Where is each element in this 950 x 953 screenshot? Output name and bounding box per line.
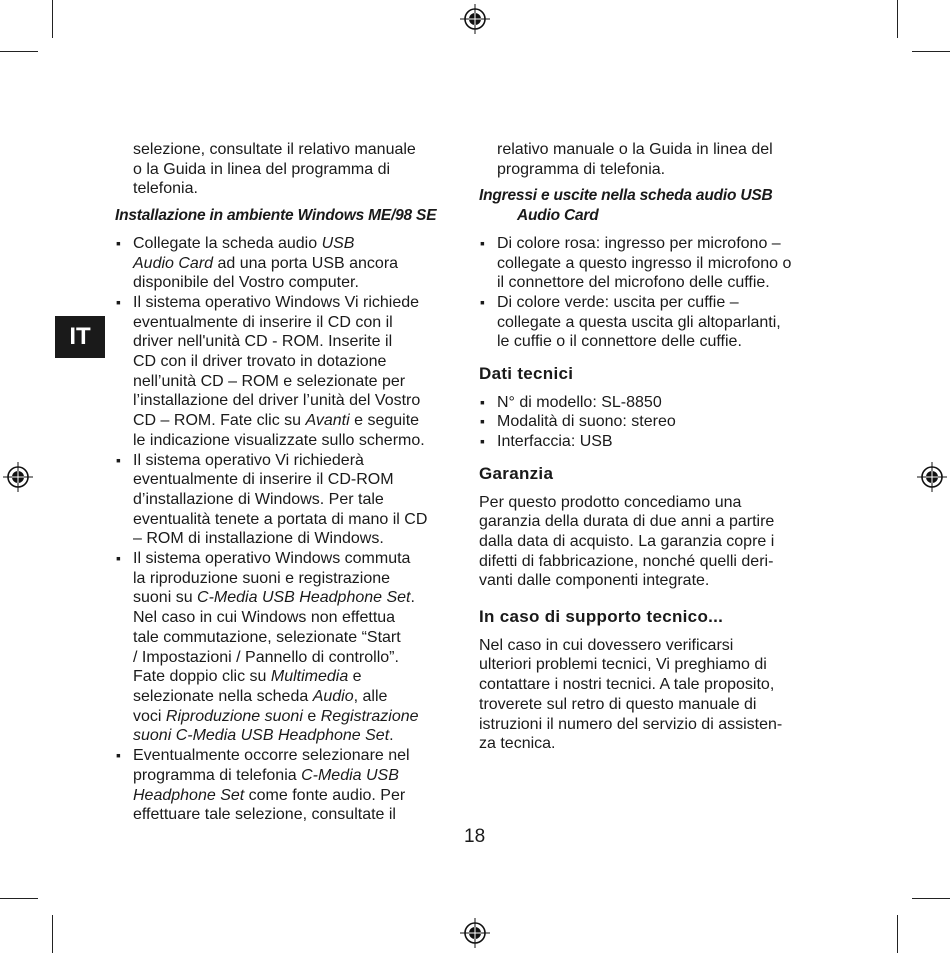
text-line <box>133 648 465 668</box>
crop-mark <box>0 898 38 899</box>
text-line: dalla data di acquisto. La garanzia copre i <box>479 532 775 550</box>
text-line: o la Guida in linea del programma di <box>133 160 391 178</box>
text-line <box>133 510 465 530</box>
italic-text: USB <box>321 234 355 252</box>
text-line: ▪ Di colore rosa: ingresso per microfono – <box>497 234 781 252</box>
text-run: , alle <box>353 687 388 705</box>
subheading-installation: Installazione in ambiente Windows ME/98 SE <box>115 207 437 225</box>
text-line <box>133 746 465 766</box>
italic-text: C-Media USB Headphone Set <box>197 589 411 607</box>
subheading-io <box>479 186 839 225</box>
text-run: Il sistema operativo Windows commuta <box>133 550 411 568</box>
crop-mark <box>897 915 898 953</box>
italic-text: Avanti <box>305 412 350 430</box>
specs-list <box>479 393 839 452</box>
text-line <box>133 470 465 490</box>
text-run: Fate doppio clic su <box>133 668 271 686</box>
text-line: selezione, consultate il relativo manuale <box>133 141 416 158</box>
text-line: il connettore del microfono delle cuffie. <box>497 274 770 292</box>
text-line: troverete sul retro di questo manuale di <box>479 695 757 713</box>
crop-mark <box>912 898 950 899</box>
text-run: disponibile del Vostro computer. <box>133 274 359 292</box>
text-line: programma di telefonia. <box>497 160 666 178</box>
text-run: d’installazione di Windows. Per tale <box>133 490 384 508</box>
text-line: difetti di fabbricazione, nonché quelli deri- <box>479 552 774 570</box>
crop-mark <box>912 51 950 52</box>
text-line: ulteriori problemi tecnici, Vi preghiamo di <box>479 656 767 674</box>
text-line <box>133 766 465 786</box>
text-line <box>133 707 465 727</box>
list-item: ▪ Interfaccia: USB <box>479 432 839 452</box>
text-run: CD con il driver trovato in dotazione <box>133 353 387 371</box>
text-line: garanzia della durata di due anni a partire <box>479 513 775 531</box>
italic-text: Audio Card <box>133 254 214 272</box>
warranty-text <box>479 493 839 592</box>
text-line <box>133 569 465 589</box>
text-line <box>133 293 465 313</box>
text-line <box>133 313 465 333</box>
list-item <box>115 451 465 550</box>
heading-support: In caso di supporto tecnico... <box>479 607 724 627</box>
text-line <box>133 431 465 451</box>
registration-mark-icon <box>460 4 490 34</box>
text-run: l’installazione del driver l’unità del Vostro <box>133 392 421 410</box>
text-line: collegate a questo ingresso il microfono o <box>497 254 792 272</box>
text-run: Il sistema operativo Vi richiederà <box>133 451 364 469</box>
text-line: Per questo prodotto concediamo una <box>479 493 742 511</box>
text-line <box>133 529 465 549</box>
text-line <box>133 628 465 648</box>
text-line <box>133 332 465 352</box>
heading-warranty: Garanzia <box>479 463 554 483</box>
crop-mark <box>897 0 898 38</box>
text-run: come fonte audio. Per <box>244 786 406 804</box>
text-line: le cuffie o il connettore delle cuffie. <box>497 333 742 351</box>
text-run: . <box>410 589 415 607</box>
text-run: voci <box>133 707 166 725</box>
io-bullets <box>479 234 839 352</box>
text-line: Nel caso in cui dovessero verificarsi <box>479 636 734 654</box>
list-item: ▪ N° di modello: SL-8850 <box>479 393 839 413</box>
subheading-line: Ingressi e uscite nella scheda audio USB <box>479 187 773 205</box>
heading-specs: Dati tecnici <box>479 364 574 384</box>
language-tab: IT <box>55 316 105 358</box>
left-column <box>115 140 465 825</box>
installation-bullets <box>115 234 465 825</box>
text-line <box>133 391 465 411</box>
text-line <box>133 667 465 687</box>
text-line <box>133 372 465 392</box>
text-line: za tecnica. <box>479 735 556 753</box>
text-run: Collegate la scheda audio <box>133 234 322 252</box>
text-line <box>133 726 465 746</box>
text-run: Nel caso in cui Windows non effettua <box>133 609 396 627</box>
text-run: nell’unità CD – ROM e selezionate per <box>133 372 406 390</box>
text-run: selezionate nella scheda <box>133 687 313 705</box>
text-run: la riproduzione suoni e registrazione <box>133 569 391 587</box>
italic-text: Riproduzione suoni <box>165 707 303 725</box>
list-item: ▪ Modalità di suono: stereo <box>479 412 839 432</box>
text-line <box>133 588 465 608</box>
text-run: e <box>302 707 321 725</box>
crop-mark <box>0 51 38 52</box>
text-line <box>133 234 465 254</box>
text-run: e <box>348 668 362 686</box>
left-intro <box>115 140 465 199</box>
text-run: effettuare tale selezione, consultate il <box>133 806 396 824</box>
text-run: eventualmente di inserire il CD con il <box>133 313 393 331</box>
support-text <box>479 636 839 754</box>
text-run: Il sistema operativo Windows Vi richiede <box>133 293 420 311</box>
text-line <box>133 411 465 431</box>
italic-text: C-Media USB <box>301 766 399 784</box>
text-line: relativo manuale o la Guida in linea del <box>497 141 773 158</box>
text-line <box>133 687 465 707</box>
text-run: e seguite <box>349 412 420 430</box>
italic-text: Audio <box>312 687 354 705</box>
italic-text: Registrazione <box>320 707 419 725</box>
text-line: collegate a questa uscita gli altoparlanti, <box>497 313 781 331</box>
registration-mark-icon <box>3 462 33 492</box>
text-line <box>133 254 465 274</box>
registration-mark-icon <box>917 462 947 492</box>
right-intro <box>479 140 839 179</box>
text-run: Eventualmente occorre selezionare nel <box>133 747 410 765</box>
subheading-line: Audio Card <box>517 207 599 225</box>
italic-text: Headphone Set <box>133 786 245 804</box>
list-item <box>479 293 839 352</box>
text-line: vanti dalle componenti integrate. <box>479 572 710 590</box>
text-run: suoni su <box>133 589 198 607</box>
text-run: eventualmente di inserire il CD-ROM <box>133 471 394 489</box>
registration-mark-icon <box>460 918 490 948</box>
text-line <box>133 786 465 806</box>
text-line <box>133 451 465 471</box>
list-item <box>115 549 465 746</box>
list-item <box>479 234 839 293</box>
text-line <box>133 608 465 628</box>
text-run: – ROM di installazione di Windows. <box>133 530 384 548</box>
text-line <box>133 273 465 293</box>
text-run: eventualità tenete a portata di mano il CD <box>133 510 428 528</box>
text-line <box>133 352 465 372</box>
text-line <box>133 805 465 825</box>
text-run: . <box>389 727 394 745</box>
list-item <box>115 234 465 293</box>
crop-mark <box>52 915 53 953</box>
italic-text: Multimedia <box>270 668 349 686</box>
text-line <box>133 490 465 510</box>
page-number: 18 <box>464 826 486 847</box>
text-run: le indicazione visualizzate sullo schermo. <box>133 431 425 449</box>
text-run: / Impostazioni / Pannello di controllo”. <box>133 648 399 666</box>
text-line <box>133 549 465 569</box>
text-run: programma di telefonia <box>133 766 302 784</box>
text-run: CD – ROM. Fate clic su <box>133 412 306 430</box>
text-run: driver nell'unità CD - ROM. Inserite il <box>133 333 393 351</box>
text-line: istruzioni il numero del servizio di assisten- <box>479 715 783 733</box>
text-run: tale commutazione, selezionate “Start <box>133 628 401 646</box>
text-line: ▪ Di colore verde: uscita per cuffie – <box>497 293 739 311</box>
list-item <box>115 293 465 451</box>
italic-text: suoni C-Media USB Headphone Set <box>133 727 390 745</box>
right-column <box>479 140 839 754</box>
list-item <box>115 746 465 825</box>
text-run: ad una porta USB ancora <box>213 254 399 272</box>
crop-mark <box>52 0 53 38</box>
text-line: contattare i nostri tecnici. A tale proposito, <box>479 676 775 694</box>
text-line: telefonia. <box>133 180 198 198</box>
